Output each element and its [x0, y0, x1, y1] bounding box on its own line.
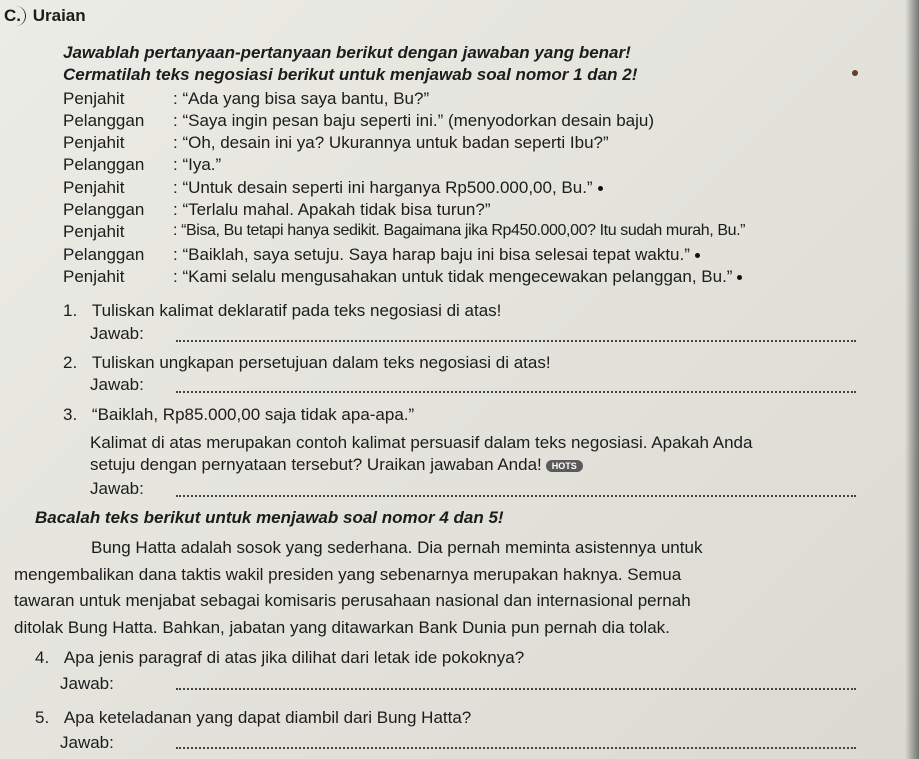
quoted-sentence: “Baiklah, Rp85.000,00 saja tidak apa-apa.” [91, 405, 415, 424]
paragraph-line: mengembalikan dana taktis wakil presiden yang sebenarnya merupakan haknya. Semua [14, 564, 682, 584]
answer-label: Jawab: [60, 674, 114, 693]
instruction-answer: Jawablah pertanyaan-pertanyaan berikut dengan jawaban yang benar! [63, 43, 631, 62]
speaker-name: Penjahit [63, 178, 125, 197]
ink-mark [852, 70, 858, 76]
section-title: Uraian [32, 6, 86, 25]
answer-label: Jawab: [60, 733, 114, 752]
question-number: 5. [35, 708, 50, 727]
utterance: : “Kami selalu mengusahakan untuk tidak mengecewakan pelanggan, Bu.” [173, 267, 742, 287]
question-3 [63, 405, 414, 425]
question-4 [35, 648, 524, 668]
paragraph-line: ditolak Bung Hatta. Bahkan, jabatan yang ditawarkan Bank Dunia pun pernah dia tolak. [14, 617, 670, 637]
instruction-negotiation: Cermatilah teks negosiasi berikut untuk menjawab soal nomor 1 dan 2! [63, 65, 638, 84]
utterance: : “Baiklah, saya setuju. Saya harap baju ini bisa selesai tepat waktu.” [173, 245, 700, 265]
bullet-mark [695, 253, 700, 258]
question-text: Apa jenis paragraf di atas jika dilihat dari letak ide pokoknya? [63, 648, 525, 667]
question-3-line-2 [90, 455, 583, 475]
answer-label: Jawab: [90, 324, 144, 343]
answer-line-3[interactable] [176, 495, 856, 497]
bullet-mark [598, 186, 603, 191]
answer-line-2[interactable] [176, 391, 856, 393]
instruction-reading: Bacalah teks berikut untuk menjawab soal nomor 4 dan 5! [35, 508, 504, 527]
speaker-name: Pelanggan [63, 200, 145, 219]
utterance: : “Untuk desain seperti ini harganya Rp500.000,00, Bu.” [173, 178, 603, 198]
utterance: : “Terlalu mahal. Apakah tidak bisa turun?” [173, 200, 491, 219]
question-number: 3. [63, 405, 78, 424]
question-3-line-1: Kalimat di atas merupakan contoh kalimat persuasif dalam teks negosiasi. Apakah Anda [90, 433, 753, 452]
hots-badge: HOTS [546, 460, 583, 472]
question-2 [63, 353, 551, 373]
section-letter: C. [4, 6, 26, 26]
utterance: : “Ada yang bisa saya bantu, Bu?” [173, 89, 430, 108]
utterance: : “Saya ingin pesan baju seperti ini.” (menyodorkan desain baju) [173, 111, 654, 130]
question-text: setuju dengan pernyataan tersebut? Uraikan jawaban Anda! [90, 455, 542, 474]
answer-line-4[interactable] [176, 688, 856, 690]
speaker-name: Penjahit [63, 133, 125, 152]
question-number: 2. [63, 353, 78, 372]
bullet-mark [737, 275, 742, 280]
utterance: : “Iya.” [173, 155, 222, 174]
reading-paragraph [14, 535, 904, 641]
answer-line-5[interactable] [176, 747, 856, 749]
paragraph-line: tawaran untuk menjabat sebagai komisaris perusahaan nasional dan internasional pernah [14, 591, 691, 610]
question-text: Tuliskan ungkapan persetujuan dalam teks negosiasi di atas! [91, 353, 551, 372]
speaker-name: Pelanggan [63, 111, 145, 130]
page-shadow-edge [905, 0, 919, 759]
question-text: Apa keteladanan yang dapat diambil dari Bung Hatta? [63, 708, 472, 727]
paragraph-line: Bung Hatta adalah sosok yang sederhana. Dia pernah meminta asistennya untuk [91, 538, 703, 557]
utterance: : “Bisa, Bu tetapi hanya sedikit. Bagaimana jika Rp450.000,00? Itu sudah murah, Bu.” [173, 222, 746, 239]
speaker-name: Penjahit [63, 267, 125, 286]
utterance: : “Oh, desain ini ya? Ukurannya untuk badan seperti Ibu?” [173, 133, 609, 152]
speaker-name: Pelanggan [63, 155, 145, 174]
question-5 [35, 708, 471, 728]
answer-line-1[interactable] [176, 340, 856, 342]
answer-label: Jawab: [90, 479, 144, 498]
question-text: Tuliskan kalimat deklaratif pada teks negosiasi di atas! [91, 301, 502, 320]
speaker-name: Pelanggan [63, 245, 145, 264]
speaker-name: Penjahit [63, 222, 125, 241]
question-number: 4. [35, 648, 50, 667]
question-number: 1. [63, 301, 78, 320]
question-1 [63, 301, 501, 321]
speaker-name: Penjahit [63, 89, 125, 108]
answer-label: Jawab: [90, 375, 144, 394]
section-heading [4, 6, 86, 26]
